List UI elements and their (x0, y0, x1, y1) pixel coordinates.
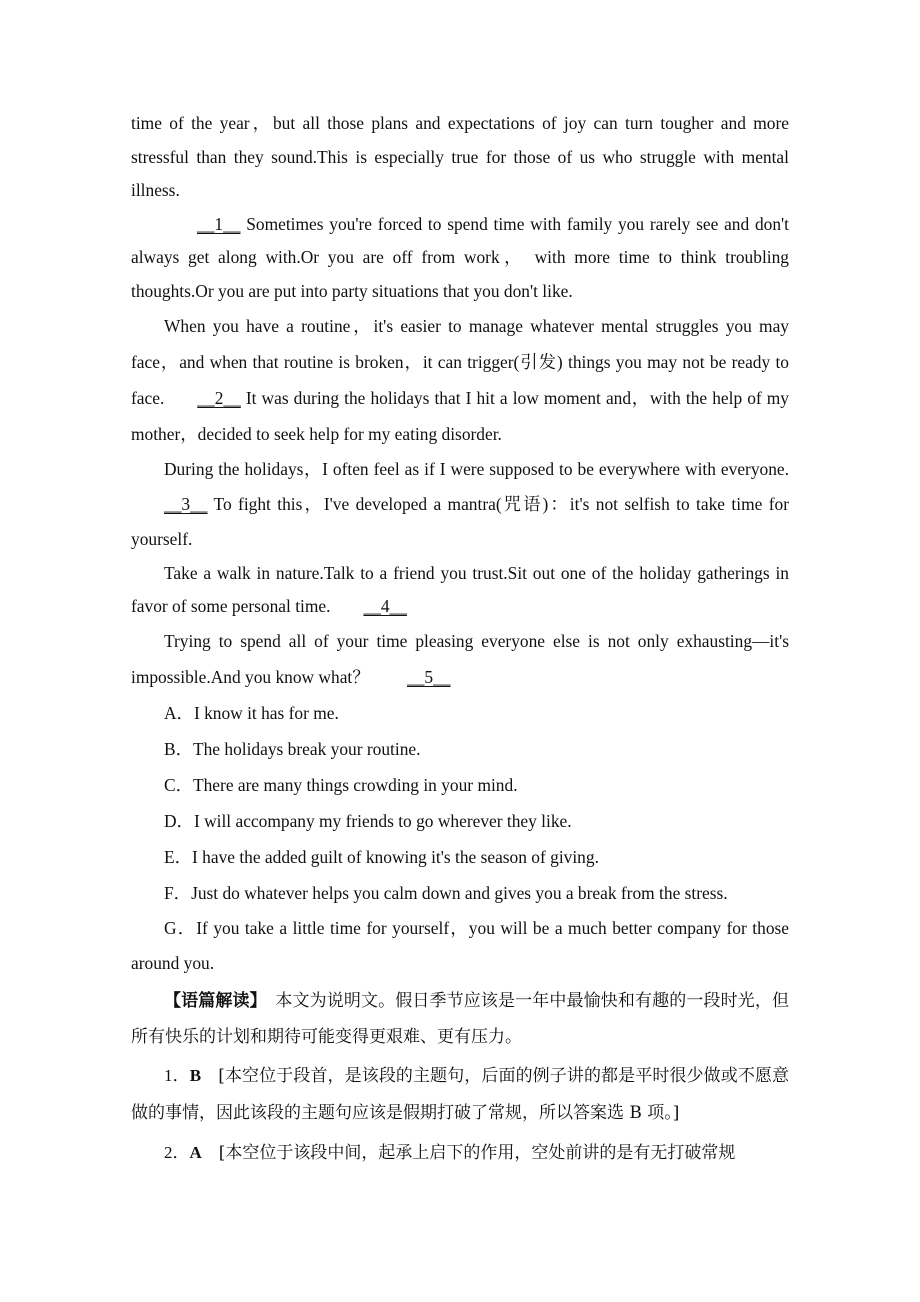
option-f: F．Just do whatever helps you calm down and gives you a break from the stress. (164, 883, 728, 903)
paragraph-text: To fight this，I've developed a mantra(咒语)：it's not selfish to take time for yourself. (131, 494, 789, 549)
answer-letter: B (189, 1066, 202, 1085)
answer-1 (131, 1057, 789, 1132)
options-list (131, 695, 789, 981)
answer-number: 2． (164, 1143, 190, 1162)
blank-1: __1__ (197, 213, 241, 234)
passage-paragraph-3 (131, 452, 789, 557)
passage-paragraph-2 (131, 308, 789, 452)
blank-2: __2__ (197, 388, 241, 408)
paragraph-text: Trying to spend all of your time pleasing everyone else is not only exhausting—it's impossible.And you know what？ (131, 631, 789, 687)
answer-explanation: [本空位于该段中间，起承上启下的作用，空处前讲的是有无打破常规 (201, 1143, 736, 1163)
answer-explanation: [本空位于段首，是该段的主题句，后面的例子讲的都是平时很少做或不愿意做的事情，因此该段的主题句应该是假期打破了常规，所以答案选 B 项。] (131, 1066, 790, 1123)
passage-paragraph-5 (131, 623, 789, 695)
option-b: B．The holidays break your routine. (164, 739, 421, 759)
option-a: A．I know it has for me. (164, 703, 339, 723)
passage-paragraph-0 (131, 107, 789, 208)
passage-paragraph-4 (131, 557, 789, 623)
blank-5: __5__ (407, 667, 451, 687)
blank-3: __3__ (164, 494, 208, 514)
passage-paragraph-1 (131, 208, 789, 309)
answer-2 (131, 1134, 789, 1172)
answer-number: 1． (164, 1066, 190, 1085)
document-page (131, 107, 789, 1172)
answer-letter: A (189, 1143, 202, 1162)
paragraph-text: It was during the holidays that I hit a low moment and，with the help of my mother，decided to seek help for my eating disorder. (131, 388, 789, 444)
paragraph-text: Sometimes you're forced to spend time with family you rarely see and don't always get along with.Or you are off from work， with more time to think troubling thoughts.Or you are put into party situations that you don't like. (131, 213, 789, 301)
option-c: C．There are many things crowding in your mind. (164, 775, 518, 795)
paragraph-text: Take a walk in nature.Talk to a friend you trust.Sit out one of the holiday gatherings in favor of some personal time. (131, 563, 789, 616)
paragraph-text: During the holidays，I often feel as if I were supposed to be everywhere with everyone. (164, 459, 789, 479)
analysis-text: 本文为说明文。假日季节应该是一年中最愉快和有趣的一段时光，但所有快乐的计划和期待可能变得更艰难、更有压力。 (131, 991, 789, 1047)
option-d: D．I will accompany my friends to go wherever they like. (164, 811, 572, 831)
analysis-tag: 【语篇解读】 (164, 991, 259, 1011)
paragraph-text: When you have a routine，it's easier to manage whatever mental struggles you may face，and when that routine is broken，it can trigger(引发) things you may not be ready to face. (131, 316, 789, 408)
blank-4: __4__ (363, 596, 407, 616)
option-e: E．I have the added guilt of knowing it's the season of giving. (164, 847, 599, 867)
paragraph-text: time of the year，but all those plans and expectations of joy can turn tougher and more stressful than they sound.This is especially true for those of us who struggle with mental illness. (131, 113, 789, 200)
analysis-paragraph (131, 983, 789, 1055)
option-g: G．If you take a little time for yourself，you will be a much better company for those around you. (131, 918, 789, 973)
